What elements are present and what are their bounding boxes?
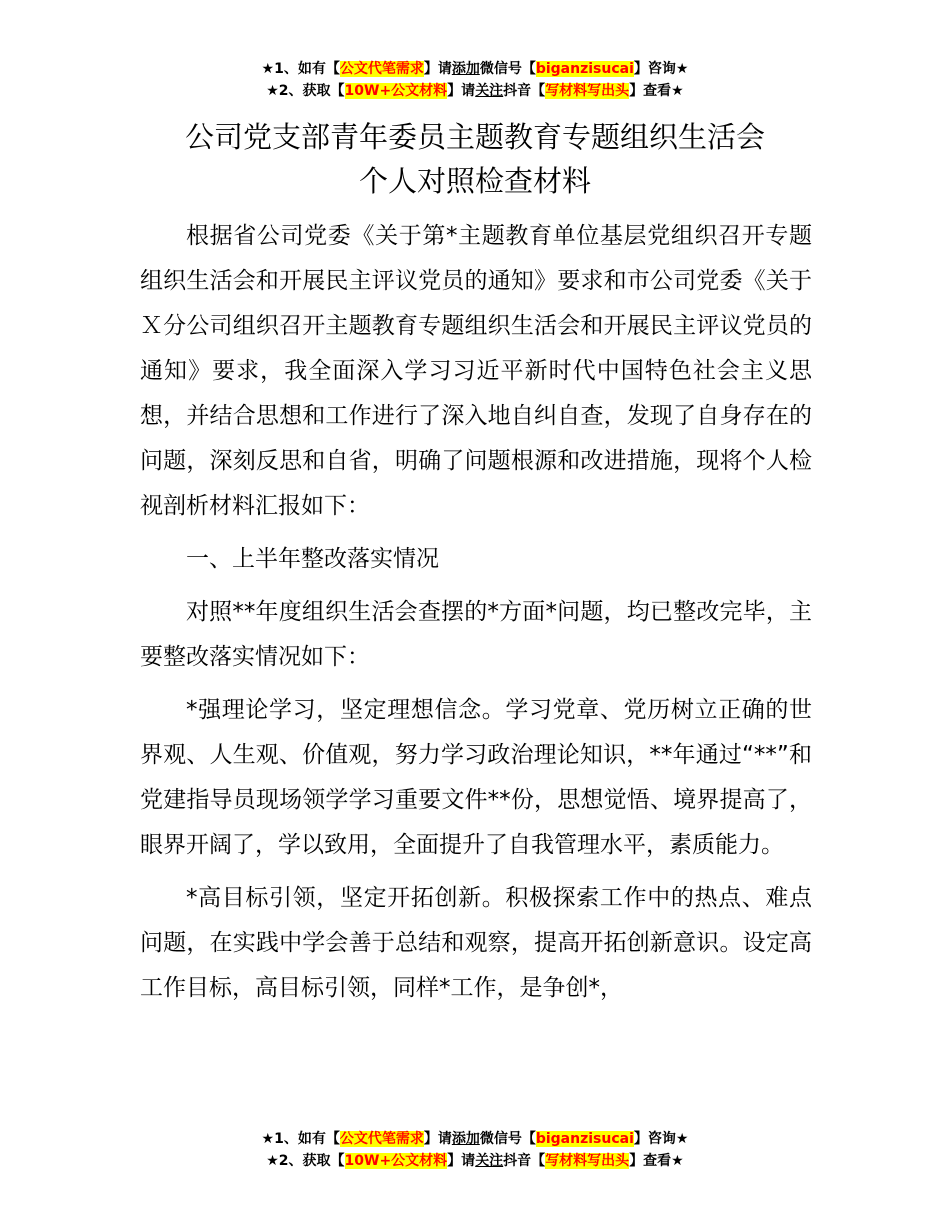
paragraph-innovation: *高目标引领，坚定开拓创新。积极探索工作中的热点、难点问题，在实践中学会善于总结和观察，提高开拓创新意识。设定高工作目标，高目标引领，同样*工作，是争创*， — [140, 885, 812, 1001]
highlight-douyin: 写材料写出头 — [545, 1153, 630, 1169]
banner-line-1: ★1、如有【公文代笔需求】请添加微信号【biganzisucai】咨询★ — [261, 61, 689, 77]
header-banner — [0, 58, 950, 102]
paragraph-summary: 对照**年度组织生活会查摆的*方面*问题，均已整改完毕，主要整改落实情况如下： — [140, 599, 812, 670]
highlight-douyin: 写材料写出头 — [545, 83, 630, 99]
paragraph-intro: 根据省公司党委《关于第*主题教育单位基层党组织召开专题组织生活会和开展民主评议党员的通知》要求和市公司党委《关于Ｘ分公司组织召开主题教育专题组织生活会和开展民主评议党员的通知》要求，我全面深入学习习近平新时代中国特色社会主义思想，并结合思想和工作进行了深入地自纠自查，发现了自身存在的问题，深刻反思和自省，明确了问题根源和改进措施，现将个人检视剖析材料汇报如下： — [140, 223, 812, 519]
banner-line-2: ★2、获取【10W+公文材料】请关注抖音【写材料写出头】查看★ — [266, 1153, 684, 1169]
highlight-materials: 10W+公文材料 — [344, 1153, 448, 1169]
footer-banner — [0, 1128, 950, 1172]
highlight-ghostwriting: 公文代笔需求 — [339, 61, 424, 77]
document-body — [140, 214, 812, 1019]
title-line-2: 个人对照检查材料 — [358, 164, 591, 198]
highlight-ghostwriting: 公文代笔需求 — [339, 1131, 424, 1147]
banner-line-1: ★1、如有【公文代笔需求】请添加微信号【biganzisucai】咨询★ — [261, 1131, 689, 1147]
highlight-wechat-id: biganzisucai — [535, 1131, 634, 1147]
section-heading: 一、上半年整改落实情况 — [186, 546, 439, 572]
highlight-wechat-id: biganzisucai — [535, 61, 634, 77]
title-line-1: 公司党支部青年委员主题教育专题组织生活会 — [184, 120, 765, 154]
banner-line-2: ★2、获取【10W+公文材料】请关注抖音【写材料写出头】查看★ — [266, 83, 684, 99]
document-title — [0, 115, 950, 203]
paragraph-theory-study: *强理论学习，坚定理想信念。学习党章、党历树立正确的世界观、人生观、价值观，努力学习政治理论知识，**年通过“**”和党建指导员现场领学学习重要文件**份，思想觉悟、境界提高了，眼界开阔了，学以致用，全面提升了自我管理水平，素质能力。 — [140, 697, 812, 858]
highlight-materials: 10W+公文材料 — [344, 83, 448, 99]
